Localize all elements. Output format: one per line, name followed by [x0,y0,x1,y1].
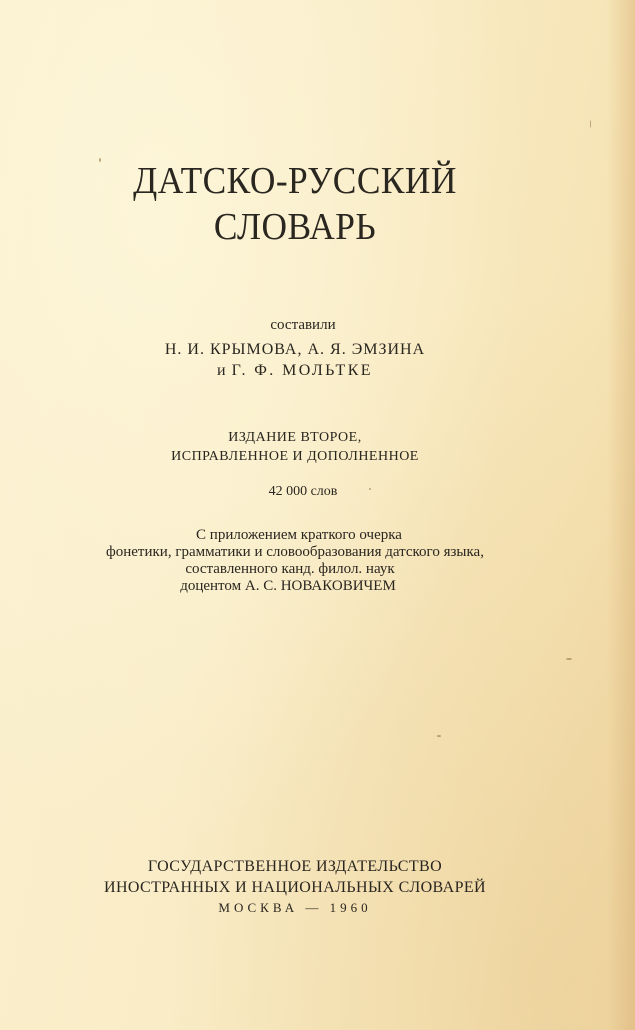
supplement-line-2: фонетики, грамматики и словообразования датского языка, [106,544,484,560]
publisher [0,856,590,898]
author-moltke: Г. Ф. МОЛЬТКЕ [231,362,373,379]
edition-line-2: ИСПРАВЛЕННОЕ И ДОПОЛНЕННОЕ [171,449,419,464]
city-year: МОСКВА — 1960 [218,900,372,915]
publisher-line-2: ИНОСТРАННЫХ И НАЦИОНАЛЬНЫХ СЛОВАРЕЙ [104,879,486,896]
paper-speck [369,488,371,490]
publisher-line-1: ГОСУДАРСТВЕННОЕ ИЗДАТЕЛЬСТВО [147,858,443,875]
supplement-line-3: составленного канд. филол. наук [185,561,395,577]
authors-line-2 [0,360,590,381]
compilers-label: составили [270,317,336,333]
authors-line-1: Н. И. КРЫМОВА, А. Я. ЭМЗИНА [164,341,426,358]
supplement-author: А. С. НОВАКОВИЧЕМ [244,578,396,594]
book-title-line-1: ДАТСКО-РУССКИЙ [133,160,457,202]
paper-speck [566,658,572,660]
word-count: 42 000 слов [268,484,338,499]
authors-conjunction: и [217,362,227,379]
supplement-note [0,527,590,595]
edition-line-1: ИЗДАНИЕ ВТОРОЕ, [228,430,362,445]
supplement-line-4-prefix: доцентом [180,578,242,594]
paper-speck [99,158,101,162]
paper-speck [437,735,441,737]
supplement-line-4 [0,578,590,595]
book-title-line-2: СЛОВАРЬ [213,206,377,248]
supplement-line-1: С приложением краткого очерка [196,527,402,543]
authors [0,339,590,381]
book-title [0,158,590,250]
paper-speck [590,120,591,128]
edition-info [0,428,590,466]
